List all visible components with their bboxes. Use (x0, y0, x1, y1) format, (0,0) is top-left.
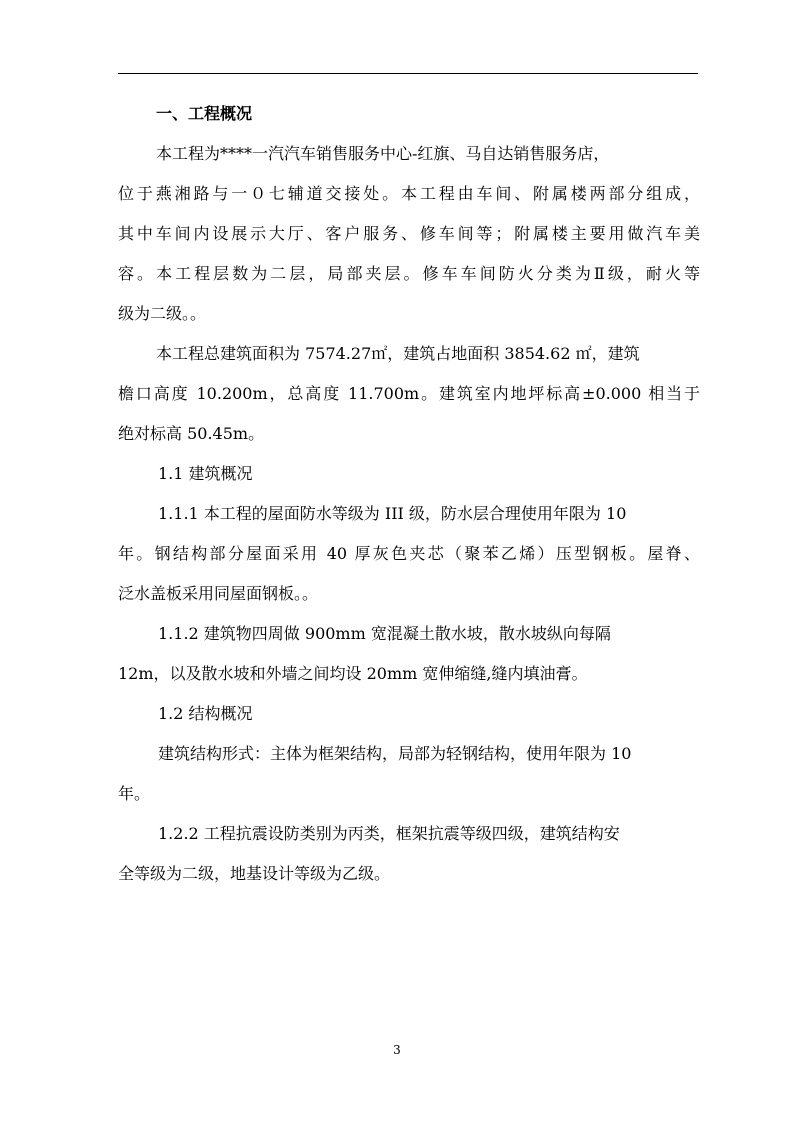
paragraph-line: 绝对标高 50.45m。 (118, 424, 265, 443)
paragraph-line: 全等级为二级，地基设计等级为乙级。 (118, 864, 391, 883)
paragraph-area (118, 334, 700, 454)
paragraph-seismic (118, 814, 700, 894)
paragraph-line: 级为二级。。 (118, 304, 207, 323)
paragraph-line: 位于燕湘路与一０七辅道交接处。本工程由车间、附属楼两部分组成， (118, 184, 700, 203)
paragraph-line: 年。钢结构部分屋面采用 40 厚灰色夹芯（聚苯乙烯）压型钢板。屋脊、 (118, 544, 700, 563)
paragraph-overview (118, 134, 700, 334)
paragraph-roof (118, 494, 700, 614)
paragraph-line: 容。本工程层数为二层，局部夹层。修车车间防火分类为Ⅱ级，耐火等 (118, 264, 700, 283)
section-heading: 一、工程概况 (156, 104, 253, 123)
paragraph-line: 年。 (118, 784, 151, 803)
paragraph-line: 本工程总建筑面积为 7574.27㎡，建筑占地面积 3854.62 ㎡，建筑 (156, 344, 640, 363)
paragraph-line: 建筑结构形式：主体为框架结构，局部为轻钢结构，使用年限为 10 (158, 744, 632, 763)
header-rule (118, 73, 698, 74)
subsection-heading: 1.2 结构概况 (158, 704, 253, 723)
paragraph-structure-form (118, 734, 700, 814)
paragraph-line: 12m，以及散水坡和外墙之间均设 20mm 宽伸缩缝,缝内填油膏。 (118, 664, 588, 683)
paragraph-line: 本工程为****一汽汽车销售服务中心-红旗、马自达销售服务店， (156, 144, 610, 163)
paragraph-line: 其中车间内设展示大厅、客户服务、修车间等；附属楼主要用做汽车美 (118, 224, 700, 243)
paragraph-line: 1.1.1 本工程的屋面防水等级为 III 级，防水层合理使用年限为 10 (158, 504, 627, 523)
paragraph-line: 檐口高度 10.200m，总高度 11.700m。建筑室内地坪标高±0.000 相当于 (118, 384, 700, 403)
paragraph-line: 泛水盖板采用同屋面钢板。。 (118, 584, 319, 603)
document-body (118, 94, 700, 894)
paragraph-line: 1.1.2 建筑物四周做 900mm 宽混凝土散水坡，散水坡纵向每隔 (158, 624, 611, 643)
subsection-building (118, 454, 700, 494)
page-number: 3 (393, 1043, 401, 1057)
subsection-structure (118, 694, 700, 734)
paragraph-apron (118, 614, 700, 694)
subsection-heading: 1.1 建筑概况 (158, 464, 253, 483)
paragraph-line: 1.2.2 工程抗震设防类别为丙类，框架抗震等级四级，建筑结构安 (158, 824, 620, 843)
